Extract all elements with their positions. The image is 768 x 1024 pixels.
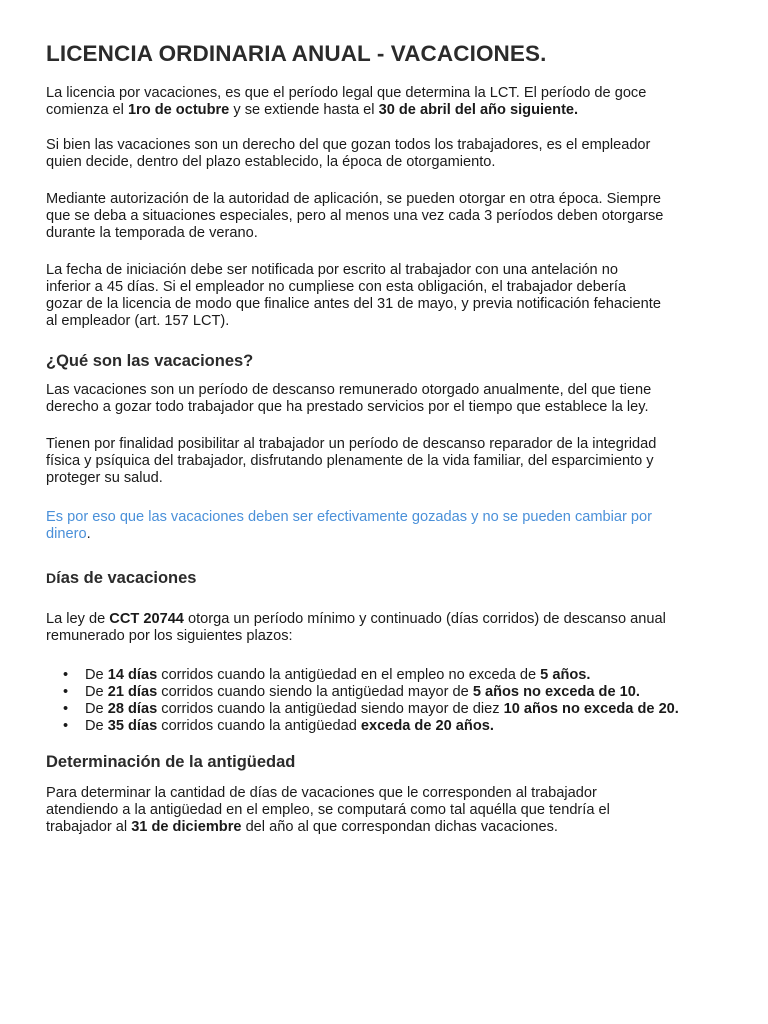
- paragraph-determinacion: [46, 785, 666, 836]
- paragraph-text: .: [86, 526, 91, 542]
- bold-text: 31 de diciembre: [131, 819, 242, 835]
- list-item-text: De: [85, 701, 108, 717]
- highlighted-link-text[interactable]: Es por eso que las vacaciones deben ser efectivamente gozadas y no se pueden cambiar por dinero: [46, 509, 653, 542]
- bullet-icon: •: [63, 667, 69, 683]
- bold-text: 21 días: [107, 684, 158, 700]
- document-title: LICENCIA ORDINARIA ANUAL - VACACIONES.: [46, 41, 547, 66]
- paragraph-definicion: Las vacaciones son un período de descanso remunerado otorgado anualmente, del que tiene derecho a gozar todo trabajador que ha prestado servicios por el tiempo que establece la ley.: [46, 382, 652, 415]
- heading-determinacion: Determinación de la antigüedad: [46, 753, 296, 771]
- paragraph-text: Para determinar la cantidad de días de vacaciones que le corresponden al trabajador atendiendo a la antigüedad en el empleo, se computará como tal aquélla que tendría el trabajador al: [46, 785, 610, 835]
- list-item-text: De: [85, 667, 108, 683]
- plazos-list: [46, 667, 685, 735]
- bold-text: 14 días: [107, 667, 158, 683]
- list-item: [63, 718, 685, 735]
- bold-text: 35 días: [107, 718, 158, 734]
- list-item: [63, 667, 685, 684]
- list-item-text: De: [85, 718, 108, 734]
- paragraph-periodo: [46, 85, 666, 119]
- list-item-text: corridos cuando la antigüedad: [157, 718, 361, 734]
- paragraph-text: del año al que correspondan dichas vacaciones.: [241, 819, 558, 835]
- paragraph-efectivamente-gozadas: [46, 509, 666, 543]
- bullet-icon: •: [63, 701, 69, 717]
- bold-text: 1ro de octubre: [127, 102, 230, 118]
- list-item-text: corridos cuando siendo la antigüedad mayor de: [157, 684, 473, 700]
- paragraph-ley-cct: [46, 611, 666, 645]
- paragraph-autorizacion: Mediante autorización de la autoridad de aplicación, se pueden otorgar en otra época. Siempre que se deba a situaciones especiales, pero al menos una vez cada 3 períodos deben otorgarse durante la temporada de verano.: [46, 191, 664, 241]
- bold-text: 5 años.: [540, 667, 591, 683]
- bold-text: CCT 20744: [109, 611, 184, 627]
- list-item: [63, 684, 685, 701]
- heading-que-son: ¿Qué son las vacaciones?: [46, 352, 254, 370]
- paragraph-text: La licencia por vacaciones, es que el período legal que determina la LCT. El período de goce comienza el: [46, 85, 647, 118]
- bold-text: 5 años no exceda de 10.: [472, 684, 640, 700]
- heading-text: ías de vacaciones: [56, 569, 197, 587]
- paragraph-text: La ley de: [46, 611, 110, 627]
- paragraph-text: y se extiende hasta el: [229, 102, 379, 118]
- bold-text: 10 años no exceda de 20.: [503, 701, 679, 717]
- bullet-icon: •: [63, 718, 69, 734]
- list-item: [63, 701, 685, 718]
- list-item-text: De: [85, 684, 108, 700]
- paragraph-text: otorga un período mínimo y continuado (días corridos) de descanso anual remunerado por los siguientes plazos:: [46, 611, 666, 644]
- bold-text: 28 días: [107, 701, 158, 717]
- list-item-text: corridos cuando la antigüedad en el empleo no exceda de: [157, 667, 541, 683]
- heading-initial: D: [46, 570, 57, 586]
- heading-dias-vacaciones: [46, 567, 768, 589]
- bullet-icon: •: [63, 684, 69, 700]
- paragraph-derecho: Si bien las vacaciones son un derecho del que gozan todos los trabajadores, es el empleador quien decide, dentro del plazo establecido, la época de otorgamiento.: [46, 137, 651, 170]
- list-item-text: corridos cuando la antigüedad siendo mayor de diez: [157, 701, 504, 717]
- paragraph-fecha-iniciacion: La fecha de iniciación debe ser notificada por escrito al trabajador con una antelación no inferior a 45 días. Si el empleador no cumpliese con esta obligación, el trabajador debería gozar de la licencia de modo que finalice antes del 31 de mayo, y previa notificación fehaciente al empleador (art. 157 LCT).: [46, 262, 661, 329]
- bold-text: 30 de abril del año siguiente.: [378, 102, 579, 118]
- paragraph-finalidad: Tienen por finalidad posibilitar al trabajador un período de descanso reparador de la integridad física y psíquica del trabajador, disfrutando plenamente de la vida familiar, del esparcimiento y proteger su salud.: [46, 436, 657, 486]
- bold-text: exceda de 20 años.: [360, 718, 494, 734]
